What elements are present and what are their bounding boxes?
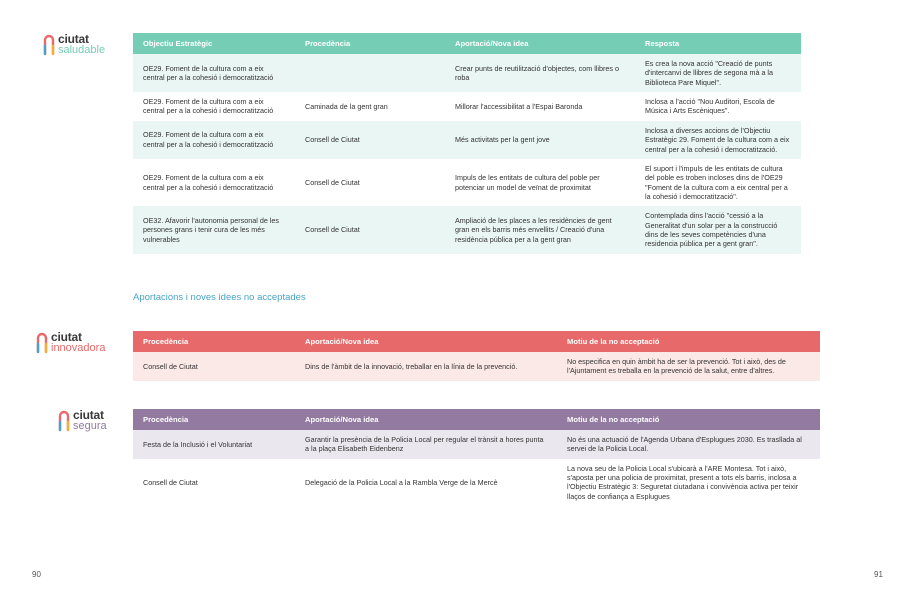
table-cell: Impuls de les entitats de cultura del poble per potenciar un model de veïnat de proximitat: [445, 159, 635, 206]
logo-ciutat-innovadora: [36, 331, 105, 354]
column-header: Motiu de la no acceptació: [557, 409, 820, 430]
table-row: [133, 54, 801, 92]
logo-top-text: ciutat: [58, 32, 89, 46]
table-cell: Delegació de la Policia Local a la Rambla Verge de la Mercè: [295, 459, 557, 506]
table-cell: Consell de Ciutat: [295, 159, 445, 206]
innovadora-rejected-table: [133, 331, 820, 381]
table-cell: OE29. Foment de la cultura com a eix central per a la cohesió i democratització: [133, 54, 295, 92]
logo-ciutat-saludable: [43, 33, 105, 56]
logo-top-text: ciutat: [51, 330, 82, 344]
table-row: [133, 121, 801, 159]
table-cell: Contemplada dins l'acció "cessió a la Generalitat d'un solar per a la construcció dins de les seves competències d'una residencia pública per a gent gran".: [635, 206, 801, 253]
table-cell: OE32. Afavorir l'autonomia personal de les persones grans i tenir cura de les més vulnerables: [133, 206, 295, 253]
column-header: Resposta: [635, 33, 801, 54]
column-header: Aportació/Nova idea: [445, 33, 635, 54]
table-cell: OE29. Foment de la cultura com a eix central per a la cohesió i democratització: [133, 159, 295, 206]
logo-bottom-text: innovadora: [51, 342, 106, 354]
table-cell: Consell de Ciutat: [133, 459, 295, 506]
column-header: Objectiu Estratègic: [133, 33, 295, 54]
table-cell: Dins de l'àmbit de la innovació, treballar en la línia de la prevenció.: [295, 352, 557, 381]
table-cell: Consell de Ciutat: [133, 352, 295, 381]
column-header: Motiu de la no acceptació: [557, 331, 820, 352]
column-header: Procedència: [295, 33, 445, 54]
table-cell: No especifica en quin àmbit ha de ser la prevenció. Tot i això, des de l'Ajuntament es treballa en la prevenció de la salut, entre d'altres.: [557, 352, 820, 381]
logo-top-text: ciutat: [73, 408, 104, 422]
column-header: Aportació/Nova idea: [295, 331, 557, 352]
table-row: [133, 159, 801, 206]
logo-ciutat-segura: [58, 409, 107, 432]
table-cell: Inclosa a diverses accions de l'Objectiu Estratègic 29. Foment de la cultura com a eix central per a la cohesió i democratització.: [635, 121, 801, 159]
table-header-row: [133, 409, 820, 430]
logo-bottom-text: segura: [73, 420, 107, 432]
logo-bottom-text: saludable: [58, 44, 106, 56]
accepted-contributions-table: [133, 33, 801, 254]
table-cell: Crear punts de reutilització d'objectes, com llibres o roba: [445, 54, 635, 92]
table-cell: Es crea la nova acció "Creació de punts d'intercanvi de llibres de segona mà a la Biblioteca Pare Miquel".: [635, 54, 801, 92]
section-heading: Aportacions i noves idees no acceptades: [133, 292, 306, 303]
column-header: Procedència: [133, 331, 295, 352]
table-cell: La nova seu de la Policia Local s'ubicarà a l'ARE Montesa. Tot i això, s'aposta per una policia de proximitat, present a tots els barris, inclosa a l'Objectiu Estratègic 3: Seguretat ciutadana i convivència activa per teixir llaços de confiança a Esplugues: [557, 459, 820, 506]
page-number-left: 90: [32, 570, 41, 579]
table-row: [133, 92, 801, 121]
table-header-row: [133, 331, 820, 352]
table-cell: OE29. Foment de la cultura com a eix central per a la cohesió i democratització: [133, 92, 295, 121]
city-logo-icon: [36, 332, 48, 354]
table-row: [133, 459, 820, 506]
table-cell: Inclosa a l'acció "Nou Auditori, Escola de Música i Arts Escèniques".: [635, 92, 801, 121]
table-header-row: [133, 33, 801, 54]
city-logo-icon: [58, 410, 70, 432]
table-cell: Caminada de la gent gran: [295, 92, 445, 121]
table-cell: No és una actuació de l'Agenda Urbana d'Esplugues 2030. Es trasllada al servei de la Policia Local.: [557, 430, 820, 459]
table-row: [133, 206, 801, 253]
segura-rejected-table: [133, 409, 820, 506]
table-row: [133, 352, 820, 381]
table-cell: Garantir la presència de la Policia Local per regular el trànsit a hores punta a la plaça Elisabeth Eidenbenz: [295, 430, 557, 459]
table-cell: Festa de la Inclusió i el Voluntariat: [133, 430, 295, 459]
table-cell: OE29. Foment de la cultura com a eix central per a la cohesió i democratització: [133, 121, 295, 159]
column-header: Aportació/Nova idea: [295, 409, 557, 430]
city-logo-icon: [43, 34, 55, 56]
table-cell: Consell de Ciutat: [295, 121, 445, 159]
table-cell: Més activitats per la gent jove: [445, 121, 635, 159]
table-row: [133, 430, 820, 459]
column-header: Procedència: [133, 409, 295, 430]
table-cell: [295, 54, 445, 92]
table-cell: Ampliació de les places a les residències de gent gran en els barris més envellits / Creació d'una residència pública per a la gent gran: [445, 206, 635, 253]
page-number-right: 91: [874, 570, 883, 579]
table-cell: El suport i l'impuls de les entitats de cultura del poble es troben incloses dins de l'OE29 "Foment de la cultura com a eix central per a la cohesió i democratització".: [635, 159, 801, 206]
table-cell: Consell de Ciutat: [295, 206, 445, 253]
table-cell: Millorar l'accessibilitat a l'Espai Baronda: [445, 92, 635, 121]
